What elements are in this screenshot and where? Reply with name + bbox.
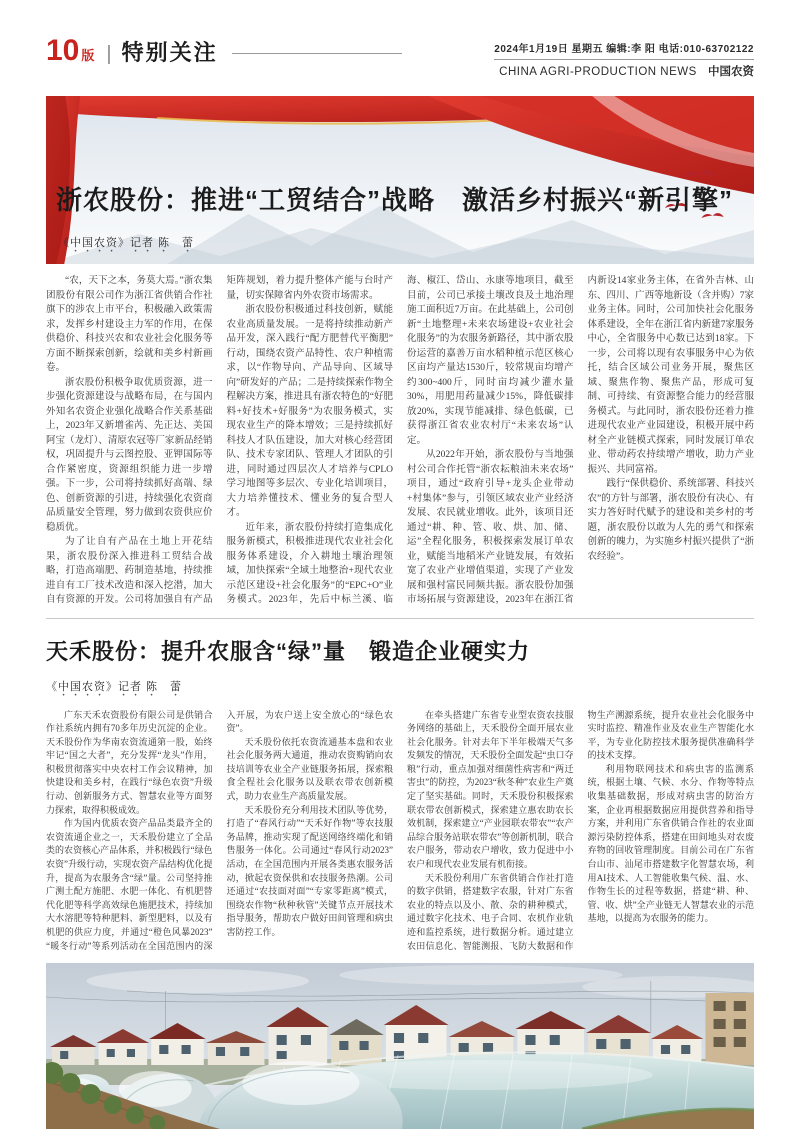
paragraph: 为了让自有产品在土地上开花结果，浙农股份深入推进科工贸结合战略，打造高端肥、药制造基地，持续推进自有工厂技术改造和深入挖潜，加大自有资源的开发。公司将加强自有产品矩阵规划，着力提升整体产能与台时产量，切实保障省内外农资市场需求。 — [46, 276, 393, 605]
section-title: 特别关注 — [121, 40, 218, 65]
issue-meta: 2024年1月19日 星期五 编辑:李 阳 电话:010-63702122 — [494, 40, 754, 60]
paragraph: 从2022年开始，浙农股份与当地强村公司合作托管“浙农耘粮油未来农场”项目，通过“政府引导+龙头企业带动+村集体”参与，引领区域农业产业经济发展、农民就业增收。此外，该项目还通过“耕、种、管、收、烘、加、储、运”全程化服务，积极探索发展订单农业，赋能当地稻米产业链发展，有效拓宽了农业产业增值渠道，实现了产业发展和强村富民同频共振。浙农股份加强市场拓展与资源建设，2023年在浙江省内新设14家业务主体，在省外吉林、山东、四川、广西等地新设（含并购）7家业务主体。同时，公司加快社会化服务体系建设，全年在浙江省内新建7家服务中心，全省服务中心数已达到18家。下一步，公司将以现有农事服务中心为依托，结合区域公司业务开展，聚焦区域、聚焦作物、聚焦产品，形成可复制、可持续、有资源整合能力的经营服务模式。与此同时，浙农股份还着力推进现代农业产业园建设，积极开展中药材全产业链模式探索，同时发展订单农业、带动药农持续增产增收，助力产业振兴、共同富裕。 — [407, 276, 754, 605]
page-header-left — [46, 36, 402, 67]
masthead-english: CHINA AGRI-PRODUCTION NEWS — [499, 66, 697, 78]
article1-banner — [46, 96, 754, 264]
article2-byline: 《中国农资》记者 陈 蕾 — [46, 680, 183, 693]
photo-art — [46, 963, 754, 1129]
article-divider — [46, 618, 754, 619]
paragraph: 浙农股份积极争取优质资源，进一步强化资源建设与战略布局，在与国内外知名农资企业强化战略合作关系基础上，2023年又新增雀芮、先正达、美国阿宝（龙灯）、清原农冠等厂家新品经销权，巩固提升与云图控股、亚钾国际等合作紧密度，资源组织能力进一步增强。下一步，公司将持续抓好高端、绿色、创新资源的引进，持续强化农资商品质量安全管理，努力做到农资供应价稳质优。 — [46, 377, 213, 533]
paragraph: 广东天禾农资股份有限公司是供销合作社系统内拥有70多年历史沉淀的企业。天禾股份作为华南农资流通第一股，始终牢记“国之大者”，充分发挥“龙头”作用，积极贯彻落实中央农村工作会议精神，加快建设和美乡村，在践行“绿色农资”升级行动、创新服务方式、智慧农业等方面努力探索，取得积极成效。 — [46, 709, 213, 815]
paragraph: 近年来，浙农股份持续打造集成化服务新模式，积极推进现代农业社会化服务体系建设，介入耕地土壤治理领域，加快探索“全域土地整治+现代农业示范区建设+社会化服务”的“EPC+O”业务模式。2023年，先后中标兰溪、临海、椒江、岱山、永康等地项目，截至目前，公司已承接土壤改良及土地治理施工面积近7万亩。在此基础上，公司创新“土地整理+未来农场建设+农业社会化服务”的为农服务新路径，其中浙农股份运营的嘉善万亩水稻种植示范区核心区亩均产量达1530斤，较常规亩均增产约300~400斤，同时亩均减少灌水量30%，用肥用药量减少15%，降低碳排放20%，实现节能减排、绿色低碳，已获得浙江省农业农村厅“未来农场”认定。 — [226, 276, 574, 605]
page-header-right — [494, 36, 754, 79]
masthead-line — [494, 63, 754, 79]
article1-body — [46, 274, 754, 608]
page-header — [46, 36, 754, 88]
paragraph: 天禾股份依托农资流通基本盘和农业社会化服务两大通道，推动农资购销向农技培训等农业全产业链服务拓展，探索粮食全程社会化服务以及联农带农创新模式，助力农业生产高质量发展。 — [226, 736, 393, 802]
article2-header — [46, 635, 754, 699]
page-number-suffix: 版 — [81, 48, 95, 63]
paragraph: 天禾股份充分利用技术团队等优势，打造了“春风行动”“天禾好作物”等农技服务品牌，推动实现了配送网络终端化和销售服务一体化。公司通过“春风行动2023”活动，在全国范围内开展各类惠农服务活动，掀起农资保供和农技服务热潮。公司还通过“农技面对面”“专家零距离”模式，围绕农作物“秋种秋管”关键节点开展技术指导服务，帮助农户做好田间管理和病虫害防控工作。 — [226, 804, 393, 937]
masthead-divider: | — [106, 43, 112, 65]
article2-body — [46, 709, 754, 954]
page-number: 10 — [46, 34, 80, 67]
section-rule — [232, 53, 402, 54]
paragraph: 践行“保供稳价、系统部署、科技兴农”的方针与部署，浙农股份有决心、有实力答好时代赋予的建设和美乡村的考题，浙农股份以敢为人先的勇气和探索创新的魄力，为实施乡村振兴提供了“浙农经验”。 — [587, 479, 754, 562]
village-greenhouse-photo — [46, 963, 754, 1129]
paragraph: 作为国内优质农资产品品类最齐全的农资流通企业之一，天禾股份建立了全品类的农资核心产品体系，并积极践行“绿色农资”升级行动，实现农资产品结构优化提升，提高为农服务含“绿”量。公司坚持推广测土配方施肥、水肥一体化、有机肥替代化肥等科学高效绿色施肥技术，持续加大水溶肥等特种肥料、新型肥料，以及有机肥的供应力度，并通过“橙色风暴2023”“暖冬行动”等系列活动在全国范围内的深入开展，为农户送上安全放心的“绿色农资”。 — [46, 709, 393, 951]
paragraph: 天禾股份利用广东省供销合作社打造的数字供销，搭建数字农服，针对广东省农业的特点以及小、散、杂的耕种模式，通过数字化技术、电子合同、农机作业轨迹和监控系统，进行数据分析。通过建立农田信息化、智能测报、飞防大数据和作物生产溯源系统，提升农业社会化服务中实时监控、精准作业及农业生产智能化水平，为专业化防控技术服务提供准确科学的技术支撑。 — [407, 709, 754, 951]
masthead-chinese: 中国农资 — [708, 66, 754, 78]
paragraph: “农，天下之本，务莫大焉。”浙农集团股份有限公司作为浙江省供销合作社旗下的涉农上市平台，积极融入政策需求，发挥乡村建设主力军的作用，在保供稳价、科技兴农和农业社会化服务等方面不断探索创新，绘就和美乡村新画卷。 — [46, 276, 213, 373]
paragraph: 在牵头搭建广东省专业型农资农技服务网络的基础上，天禾股份全面开展农业社会化服务。针对去年下半年极端天气多发频发的情况，天禾股份全面发起“虫口夺粮”行动，重点加强对细菌性病害和“两迁害虫”的防控，为2023“秋冬种”农业生产奠定了坚实基础。同时，天禾股份积极探索联农带农创新模式，探索建立惠农助农长效机制，探索建立“产业园联农带农”“农产品综合服务站联农带农”等创新机制，联合农户服务，带动农户增收，致力促进中小农户和现代农业发展有机衔接。 — [407, 709, 574, 870]
article1-title: 浙农股份：推进“工贸结合”战略 激活乡村振兴“新引擎” — [56, 185, 734, 215]
article1-byline: 《中国农资》记者 陈 蕾 — [58, 237, 195, 249]
paragraph: 浙农股份积极通过科技创新，赋能农业高质量发展。一是将持续推动新产品开发，深入践行“配方肥替代平衡肥”行动，围绕农资产品特性、农户种植需求，以“作物导向、产品导向、区域导向”研发好的产品；二是持续探索作物全程解决方案，推进具有浙农特色的“好肥料+好技术+好服务”为农服务模式，实现农业生产的降本增效；三是持续抓好科技人才队伍建设，加大对核心经营团队、技术专家团队、管理人才团队的引进，同时通过四层次人才培养与CPLO学习地图等多层次、专业化培训项目，大力培养懂技术、懂业务的复合型人才。 — [226, 305, 393, 518]
article2-title: 天禾股份：提升农服含“绿”量 锻造企业硬实力 — [46, 638, 531, 664]
paragraph: 利用物联网技术和病虫害的监测系统，根据土壤、气候、水分、作物等特点收集基础数据，形成对病虫害的防治方案，企业再根据数据应用提供营养和指导方案，并利用广东省供销合作社的农业面源污染防控体系，搭建在田间地头对农废弃物的回收管理制度。目前公司在广东省台山市、汕尾市搭建数字化智慧农场，利用AI技术、人工智能收集气候、温、水、作物生长的过程等数据，搭建“耕、种、管、收、烘”全产业链无人智慧农业的示范基地，以提高为农服务的能力。 — [587, 763, 754, 924]
